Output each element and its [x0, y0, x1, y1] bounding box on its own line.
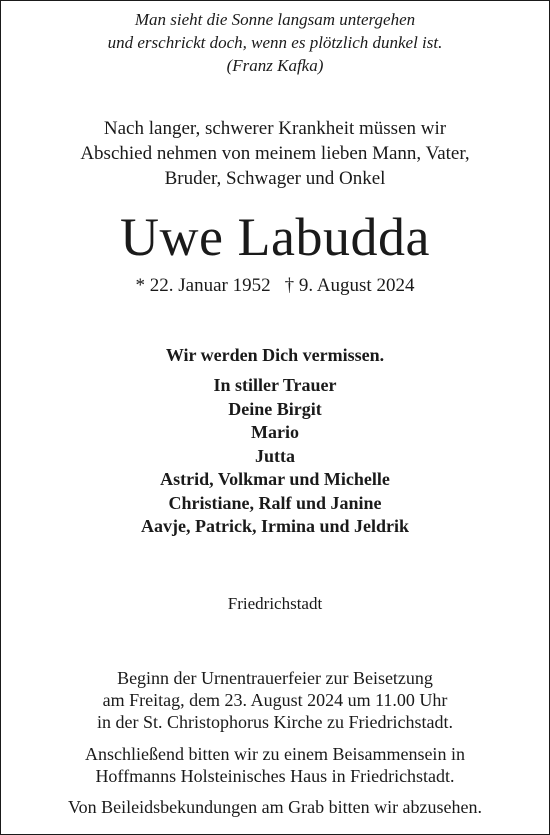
- gathering-line: Anschließend bitten wir zu einem Beisammensein in: [85, 744, 465, 764]
- mourner-line: Jutta: [255, 445, 295, 466]
- birth-date: * 22. Januar 1952: [135, 275, 271, 296]
- ceremony-line: in der St. Christophorus Kirche zu Friedrichstadt.: [97, 712, 453, 732]
- quote-line: und erschrickt doch, wenn es plötzlich dunkel ist.: [107, 33, 443, 52]
- mourner-line: Mario: [251, 422, 299, 442]
- gathering-line: Hoffmanns Holsteinisches Haus in Friedrichstadt.: [95, 766, 455, 786]
- mourner-line: Christiane, Ralf und Janine: [168, 492, 382, 513]
- mourner-line: Deine Birgit: [228, 398, 322, 419]
- condolence-note: Von Beileidsbekundungen am Grab bitten wir abzusehen.: [67, 797, 483, 817]
- quote-line: Man sieht die Sonne langsam untergehen: [134, 10, 416, 29]
- farewell-line: Wir werden Dich vermissen.: [165, 345, 385, 365]
- ceremony-details: [1, 667, 549, 733]
- mourners-list: [1, 374, 549, 539]
- mourner-line: Astrid, Volkmar und Michelle: [160, 469, 390, 489]
- ceremony-line: Beginn der Urnentrauerfeier zur Beisetzung: [117, 668, 433, 688]
- intro-line: Abschied nehmen von meinem lieben Mann, Vater,: [80, 143, 470, 164]
- quote-attribution: (Franz Kafka): [226, 56, 324, 75]
- mourner-line: In stiller Trauer: [213, 375, 337, 395]
- kafka-quote: [1, 8, 549, 77]
- ceremony-line: am Freitag, dem 23. August 2024 um 11.00 Uhr: [102, 690, 448, 710]
- life-dates: [1, 274, 549, 298]
- intro-line: Nach langer, schwerer Krankheit müssen wir: [103, 118, 447, 139]
- gathering-details: [1, 743, 549, 787]
- intro-text: [1, 116, 549, 191]
- place-name: Friedrichstadt: [227, 594, 323, 613]
- intro-line: Bruder, Schwager und Onkel: [164, 168, 386, 189]
- deceased-name: Uwe Labudda: [120, 207, 430, 267]
- mourner-line: Aavje, Patrick, Irmina und Jeldrik: [141, 516, 409, 536]
- death-date: † 9. August 2024: [284, 275, 415, 296]
